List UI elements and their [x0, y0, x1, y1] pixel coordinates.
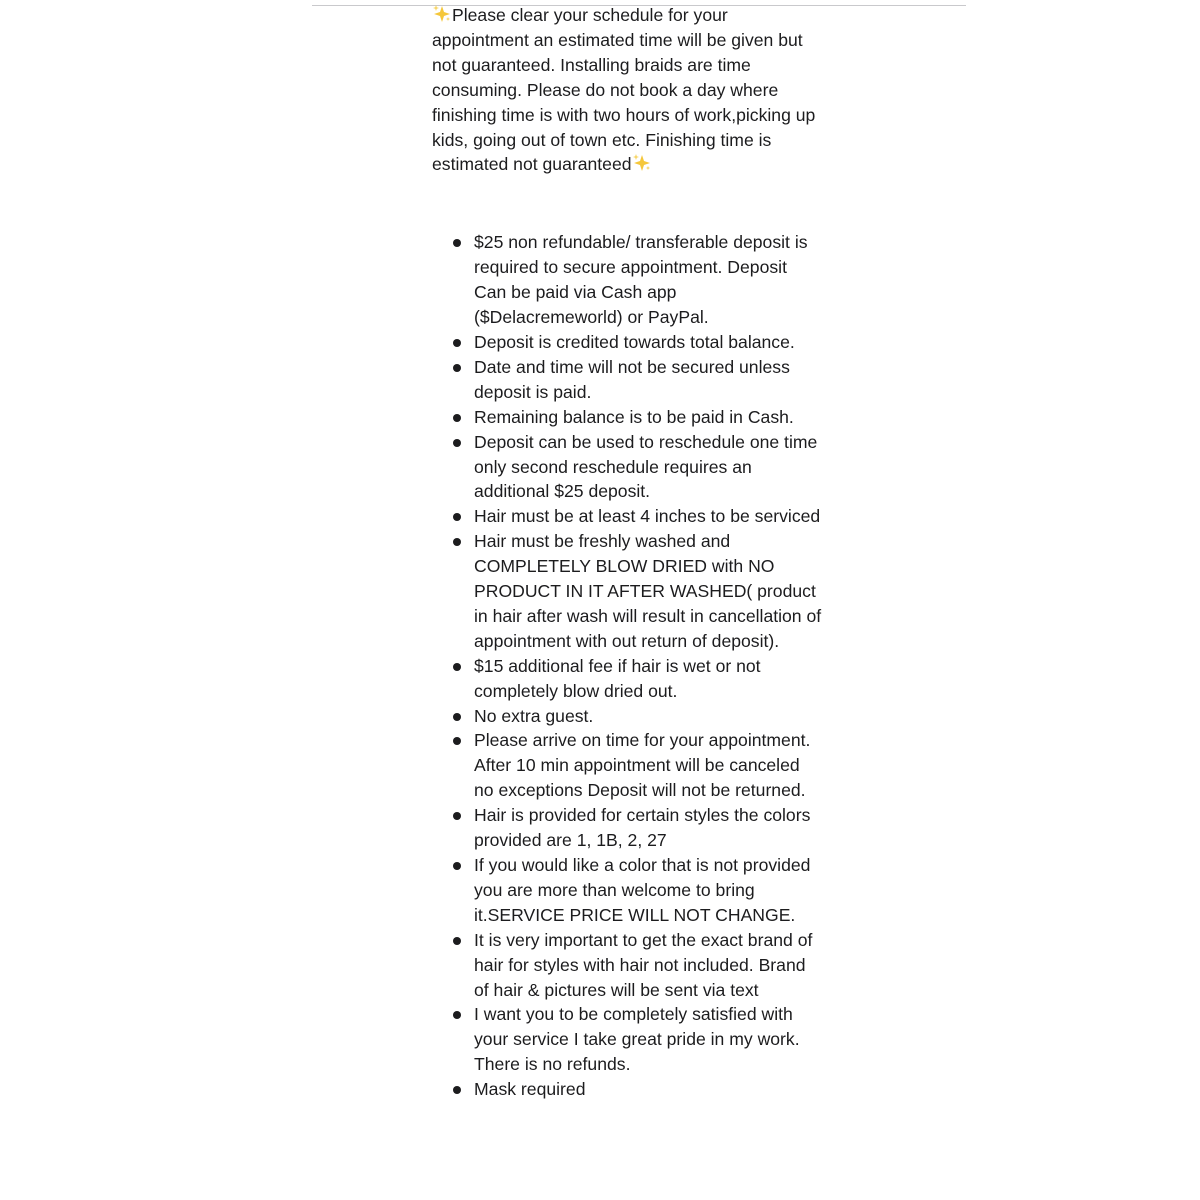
list-item	[432, 928, 822, 1003]
bullet-icon	[453, 364, 461, 372]
rule-text: Hair must be at least 4 inches to be serviced	[474, 506, 821, 527]
bullet-icon	[453, 538, 461, 546]
list-item	[432, 728, 822, 803]
rules-list	[432, 230, 822, 1102]
rule-text: Mask required	[474, 1079, 586, 1100]
policy-document	[432, 3, 822, 1102]
bullet-icon	[453, 663, 461, 671]
bullet-icon	[453, 713, 461, 721]
rule-text: Hair is provided for certain styles the colors provided are 1, 1B, 2, 27	[474, 805, 811, 851]
rule-text: Deposit can be used to reschedule one time only second reschedule requires an additional $25 deposit.	[474, 431, 818, 502]
list-item	[432, 504, 822, 529]
list-item	[432, 704, 822, 729]
rule-text: Please arrive on time for your appointment. After 10 min appointment will be canceled no exceptions Deposit will not be returned.	[474, 730, 811, 801]
list-item	[432, 330, 822, 355]
list-item	[432, 230, 822, 330]
bullet-icon	[453, 239, 461, 247]
bullet-icon	[453, 937, 461, 945]
list-item	[432, 853, 822, 928]
list-item	[432, 529, 822, 654]
rule-text: Remaining balance is to be paid in Cash.	[474, 406, 794, 427]
list-item	[432, 430, 822, 505]
list-item	[432, 355, 822, 405]
rule-text: I want you to be completely satisfied with your service I take great pride in my work. There is no refunds.	[474, 1004, 800, 1075]
bullet-icon	[453, 439, 461, 447]
intro-text: Please clear your schedule for your appointment an estimated time will be given but not guaranteed. Installing braids are time consuming. Please do not book a day where finishing time is with two hours of work,picking up kids, going out of town etc. Finishing time is estimated not guaranteed	[432, 5, 816, 175]
bullet-icon	[453, 1011, 461, 1019]
list-item	[432, 405, 822, 430]
rule-text: $15 additional fee if hair is wet or not completely blow dried out.	[474, 655, 761, 701]
bullet-icon	[453, 862, 461, 870]
rule-text: Date and time will not be secured unless deposit is paid.	[474, 356, 790, 402]
list-item	[432, 803, 822, 853]
rule-text: No extra guest.	[474, 705, 594, 726]
bullet-icon	[453, 1086, 461, 1094]
sparkles-icon-end	[632, 154, 652, 172]
rule-text: Deposit is credited towards total balance.	[474, 331, 795, 352]
sparkles-icon	[432, 5, 452, 23]
rule-text: $25 non refundable/ transferable deposit is required to secure appointment. Deposit Can be paid via Cash app ($Delacremeworld) or PayPal.	[474, 232, 808, 328]
rule-text: It is very important to get the exact brand of hair for styles with hair not included. Brand of hair & pictures will be sent via text	[474, 929, 813, 1000]
bullet-icon	[453, 339, 461, 347]
bullet-icon	[453, 737, 461, 745]
bullet-icon	[453, 812, 461, 820]
list-item	[432, 654, 822, 704]
rule-text: If you would like a color that is not provided you are more than welcome to bring it.SERVICE PRICE WILL NOT CHANGE.	[474, 855, 811, 925]
list-item	[432, 1002, 822, 1077]
rule-text: Hair must be freshly washed and COMPLETELY BLOW DRIED with NO PRODUCT IN IT AFTER WASHED( product in hair after wash will result in cancellation of appointment with out return of deposit).	[474, 531, 822, 651]
list-item	[432, 1077, 822, 1102]
bullet-icon	[453, 513, 461, 521]
intro-paragraph	[432, 3, 822, 177]
bullet-icon	[453, 414, 461, 422]
